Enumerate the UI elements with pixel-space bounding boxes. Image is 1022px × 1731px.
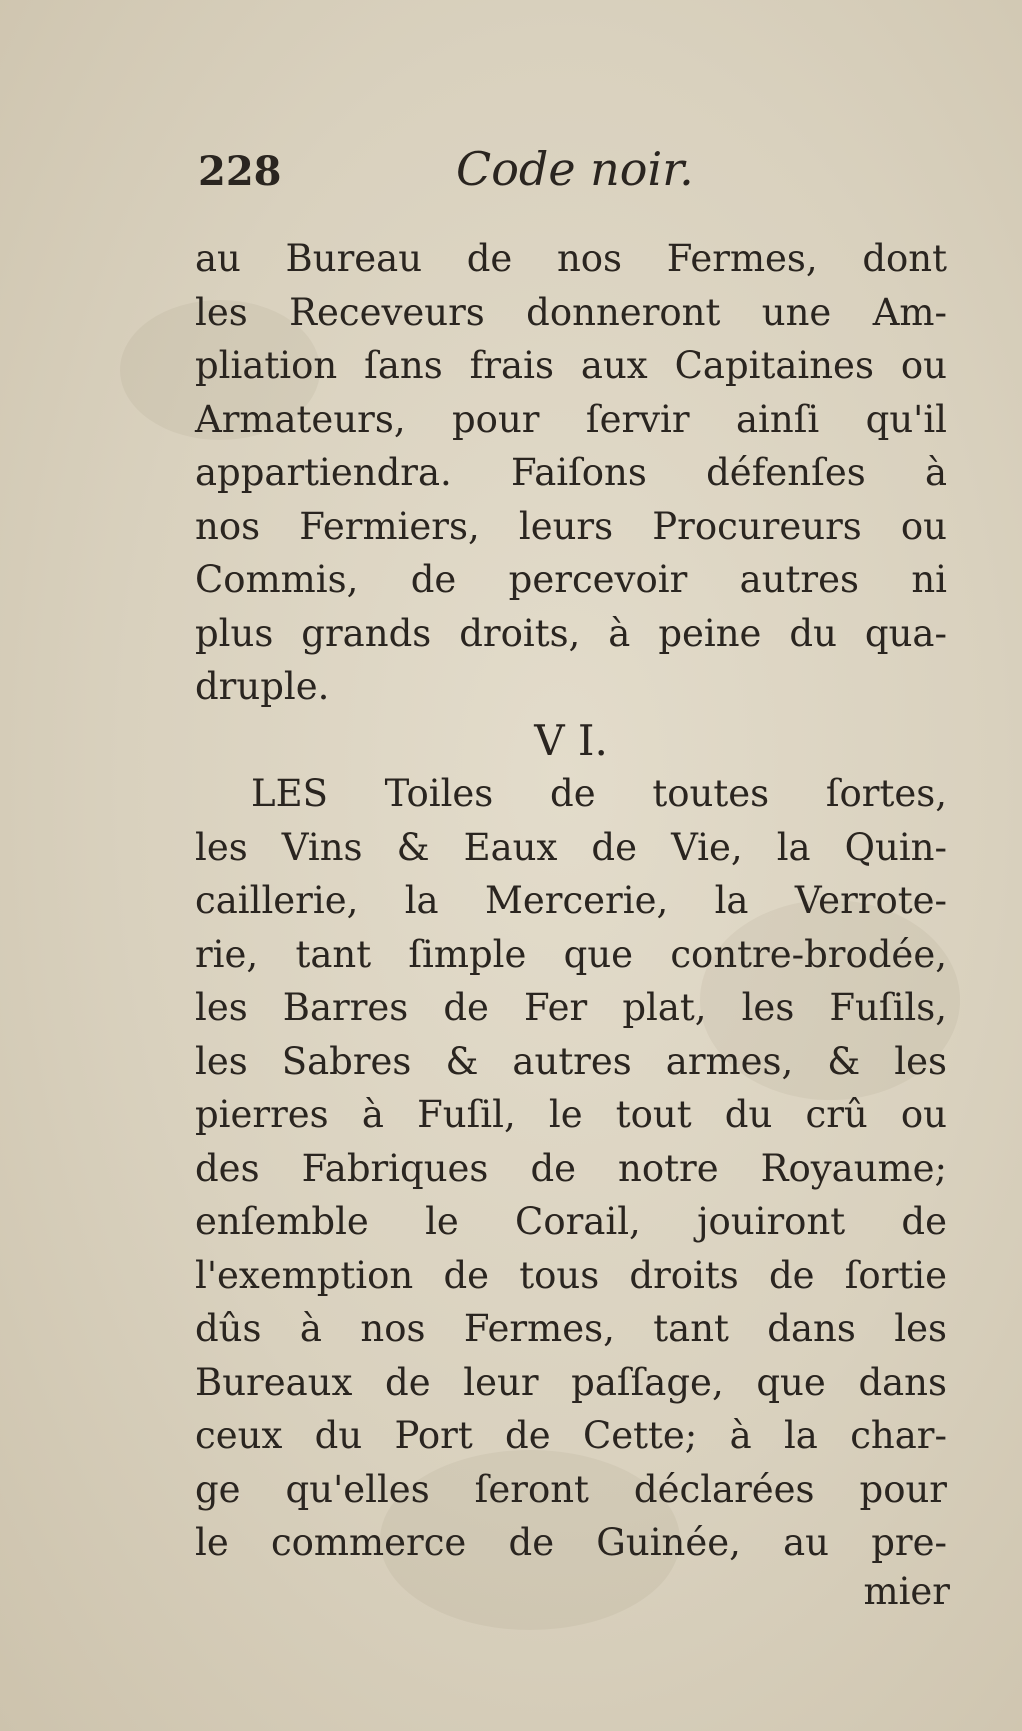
text-line: les Barres de Fer plat, les Fuſils,	[195, 986, 947, 1029]
text-line: les Vins & Eaux de Vie, la Quin-	[195, 825, 947, 869]
text-line: pierres à Fuſil, le tout du crû ou	[195, 1093, 947, 1136]
text-line: ceux du Port de Cette; à la char-	[195, 1414, 947, 1457]
text-line: pliation ſans frais aux Capitaines ou	[195, 344, 947, 387]
text-line: dûs à nos Fermes, tant dans les	[195, 1307, 947, 1350]
text-line: Commis, de percevoir autres ni	[195, 558, 947, 601]
text-line: ge qu'elles ſeront déclarées pour	[195, 1467, 947, 1511]
text-line: le commerce de Guinée, au pre-	[195, 1521, 947, 1564]
text-line: Armateurs, pour ſervir ainſi qu'il	[195, 397, 947, 441]
text-line: nos Fermiers, leurs Procureurs ou	[195, 504, 947, 548]
page-header	[198, 142, 958, 208]
text-line: l'exemption de tous droits de ſortie	[195, 1253, 947, 1297]
article-heading: V I.	[534, 715, 608, 765]
page-number: 228	[198, 148, 282, 195]
catchword: mier	[863, 1570, 950, 1613]
text-line: les Receveurs donneront une Am-	[195, 290, 947, 334]
text-line: caillerie, la Mercerie, la Verrote-	[195, 879, 947, 922]
text-line: rie, tant ſimple que contre-brodée,	[195, 932, 947, 976]
text-line: appartiendra. Faiſons défenſes à	[195, 451, 947, 494]
text-line: LES Toiles de toutes ſortes,	[251, 772, 947, 815]
text-line: plus grands droits, à peine du qua-	[195, 611, 947, 655]
body-text	[195, 232, 947, 1570]
text-line: enſemble le Corail, jouiront de	[195, 1200, 947, 1243]
running-title: Code noir.	[456, 142, 694, 196]
text-line: les Sabres & autres armes, & les	[195, 1039, 947, 1083]
text-line: au Bureau de nos Fermes, dont	[195, 237, 947, 280]
text-line: des Fabriques de notre Royaume;	[195, 1146, 947, 1190]
text-line: Bureaux de leur paſſage, que dans	[195, 1360, 947, 1404]
text-line: druple.	[195, 665, 330, 708]
